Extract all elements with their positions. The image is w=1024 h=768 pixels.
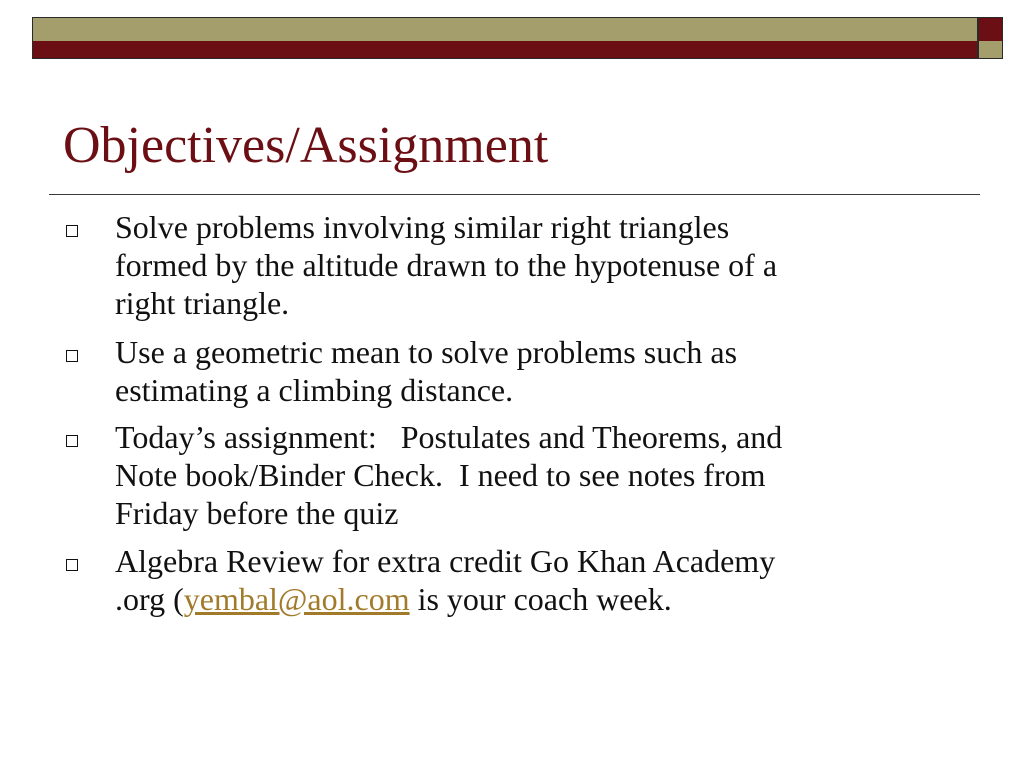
hollow-square-bullet-icon <box>66 350 78 362</box>
list-item-text: Use a geometric mean to solve problems such as estimating a climbing distance. <box>115 334 738 408</box>
list-item-text: Algebra Review for extra credit Go Khan Academy .org (yembal@aol.com is your coach week. <box>115 543 776 617</box>
hollow-square-bullet-icon <box>66 559 78 571</box>
list-item-text: Solve problems involving similar right triangles formed by the altitude drawn to the hypotenuse of a right triangle. <box>115 209 778 321</box>
slide-title: Objectives/Assignment <box>63 117 549 174</box>
coach-email-link[interactable]: yembal@aol.com <box>183 581 410 617</box>
list-item-text-suffix: is your coach week. <box>409 581 672 617</box>
hollow-square-bullet-icon <box>66 435 78 447</box>
hollow-square-bullet-icon <box>66 225 78 237</box>
list-item-text-prefix: .org ( <box>115 581 184 617</box>
list-item-text: Today’s assignment: Postulates and Theorems, and Note book/Binder Check. I need to see notes from Friday before the quiz <box>115 419 783 531</box>
